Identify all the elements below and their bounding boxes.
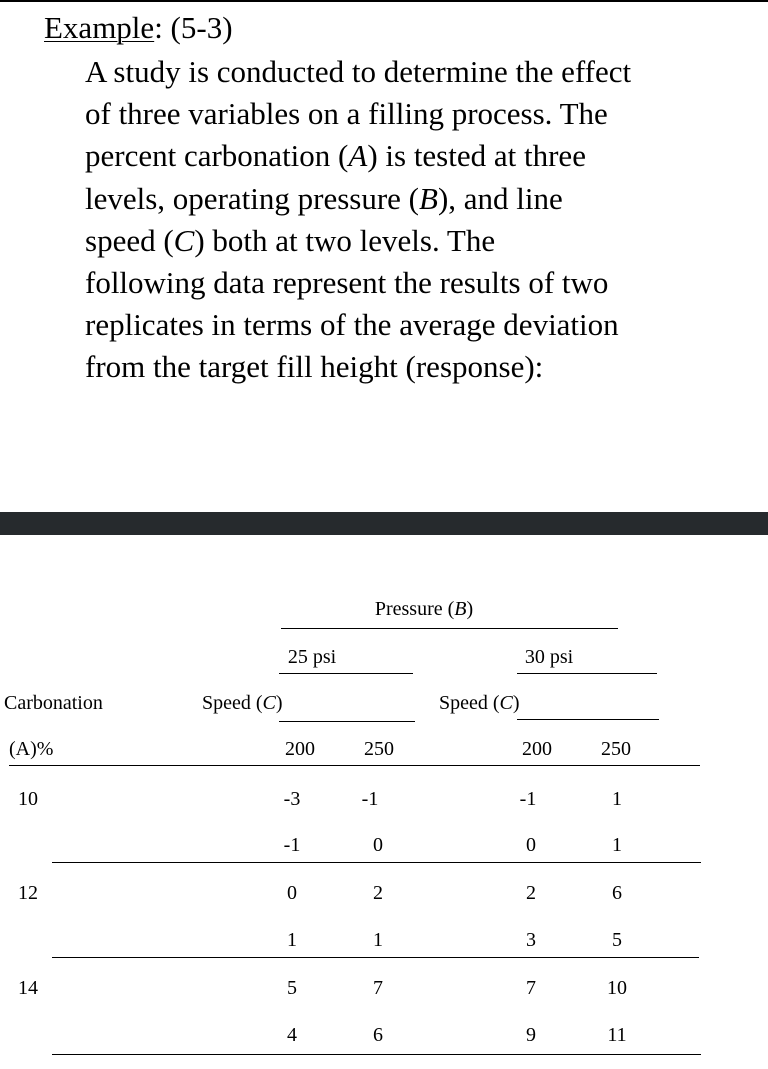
table-cell: 5 bbox=[612, 929, 622, 951]
speed-left-rule bbox=[279, 721, 415, 722]
example-title bbox=[44, 8, 233, 48]
table-cell: 6 bbox=[373, 1024, 383, 1046]
statement-line: replicates in terms of the average deviation bbox=[85, 307, 619, 343]
statement-line: speed (C) both at two levels. The bbox=[85, 222, 496, 258]
speed-label-right: Speed (C) bbox=[439, 692, 520, 714]
table-cell: 0 bbox=[526, 834, 536, 856]
carbonation-level: 12 bbox=[18, 882, 38, 904]
statement-line: levels, operating pressure (B), and line bbox=[85, 180, 563, 216]
carbonation-level: 10 bbox=[18, 788, 38, 810]
speed-value: 250 bbox=[364, 738, 394, 760]
example-label: Example bbox=[44, 10, 155, 45]
pressure-header: Pressure (B) bbox=[374, 598, 474, 620]
psi-30-header: 30 psi bbox=[524, 646, 574, 668]
table-cell: -1 bbox=[283, 834, 301, 856]
psi-25-rule bbox=[279, 673, 413, 674]
table-cell: 5 bbox=[287, 977, 297, 999]
table-cell: 3 bbox=[526, 929, 536, 951]
statement-line: from the target fill height (response): bbox=[85, 349, 544, 385]
table-cell: 1 bbox=[612, 834, 622, 856]
psi-25-header: 25 psi bbox=[287, 646, 337, 668]
group-rule bbox=[52, 957, 699, 958]
pressure-rule bbox=[281, 628, 618, 629]
table-cell: 6 bbox=[612, 882, 622, 904]
statement-line: of three variables on a filling process. The bbox=[85, 96, 608, 132]
statement-line: A study is conducted to determine the effect bbox=[85, 54, 632, 89]
table-cell: 0 bbox=[373, 834, 383, 856]
table-cell: 7 bbox=[526, 977, 536, 999]
table-cell: 10 bbox=[607, 977, 627, 999]
speed-value: 250 bbox=[601, 738, 631, 760]
carbonation-level: 14 bbox=[18, 977, 38, 999]
slide-divider bbox=[0, 512, 768, 535]
carbonation-label: Carbonation bbox=[4, 692, 103, 714]
psi-30-rule bbox=[517, 673, 657, 674]
table-bottom-rule bbox=[52, 1054, 701, 1055]
table-cell: 1 bbox=[612, 788, 622, 810]
table-cell: 1 bbox=[287, 929, 297, 951]
table-cell: 11 bbox=[607, 1024, 627, 1046]
table-cell: 1 bbox=[373, 929, 383, 951]
top-rule bbox=[0, 0, 768, 2]
table-cell: 2 bbox=[373, 882, 383, 904]
statement-line: percent carbonation (A) is tested at three bbox=[85, 138, 586, 174]
table-cell: 0 bbox=[287, 882, 297, 904]
table-cell: 2 bbox=[526, 882, 536, 904]
table-cell: -3 bbox=[283, 788, 301, 810]
statement-line: following data represent the results of two bbox=[85, 265, 609, 301]
group-rule bbox=[52, 862, 701, 863]
speed-right-rule bbox=[517, 719, 659, 720]
table-cell: 9 bbox=[526, 1024, 536, 1046]
table-cell: 4 bbox=[287, 1024, 297, 1046]
problem-statement bbox=[85, 51, 755, 389]
table-cell: 7 bbox=[373, 977, 383, 999]
header-rule bbox=[9, 765, 700, 766]
speed-label-left: Speed (C) bbox=[202, 692, 283, 714]
speed-value: 200 bbox=[285, 738, 315, 760]
table-cell: -1 bbox=[519, 788, 537, 810]
table-cell: -1 bbox=[361, 788, 379, 810]
example-number: : (5-3) bbox=[154, 10, 233, 45]
speed-value: 200 bbox=[522, 738, 552, 760]
carbonation-unit: (A)% bbox=[9, 738, 54, 760]
